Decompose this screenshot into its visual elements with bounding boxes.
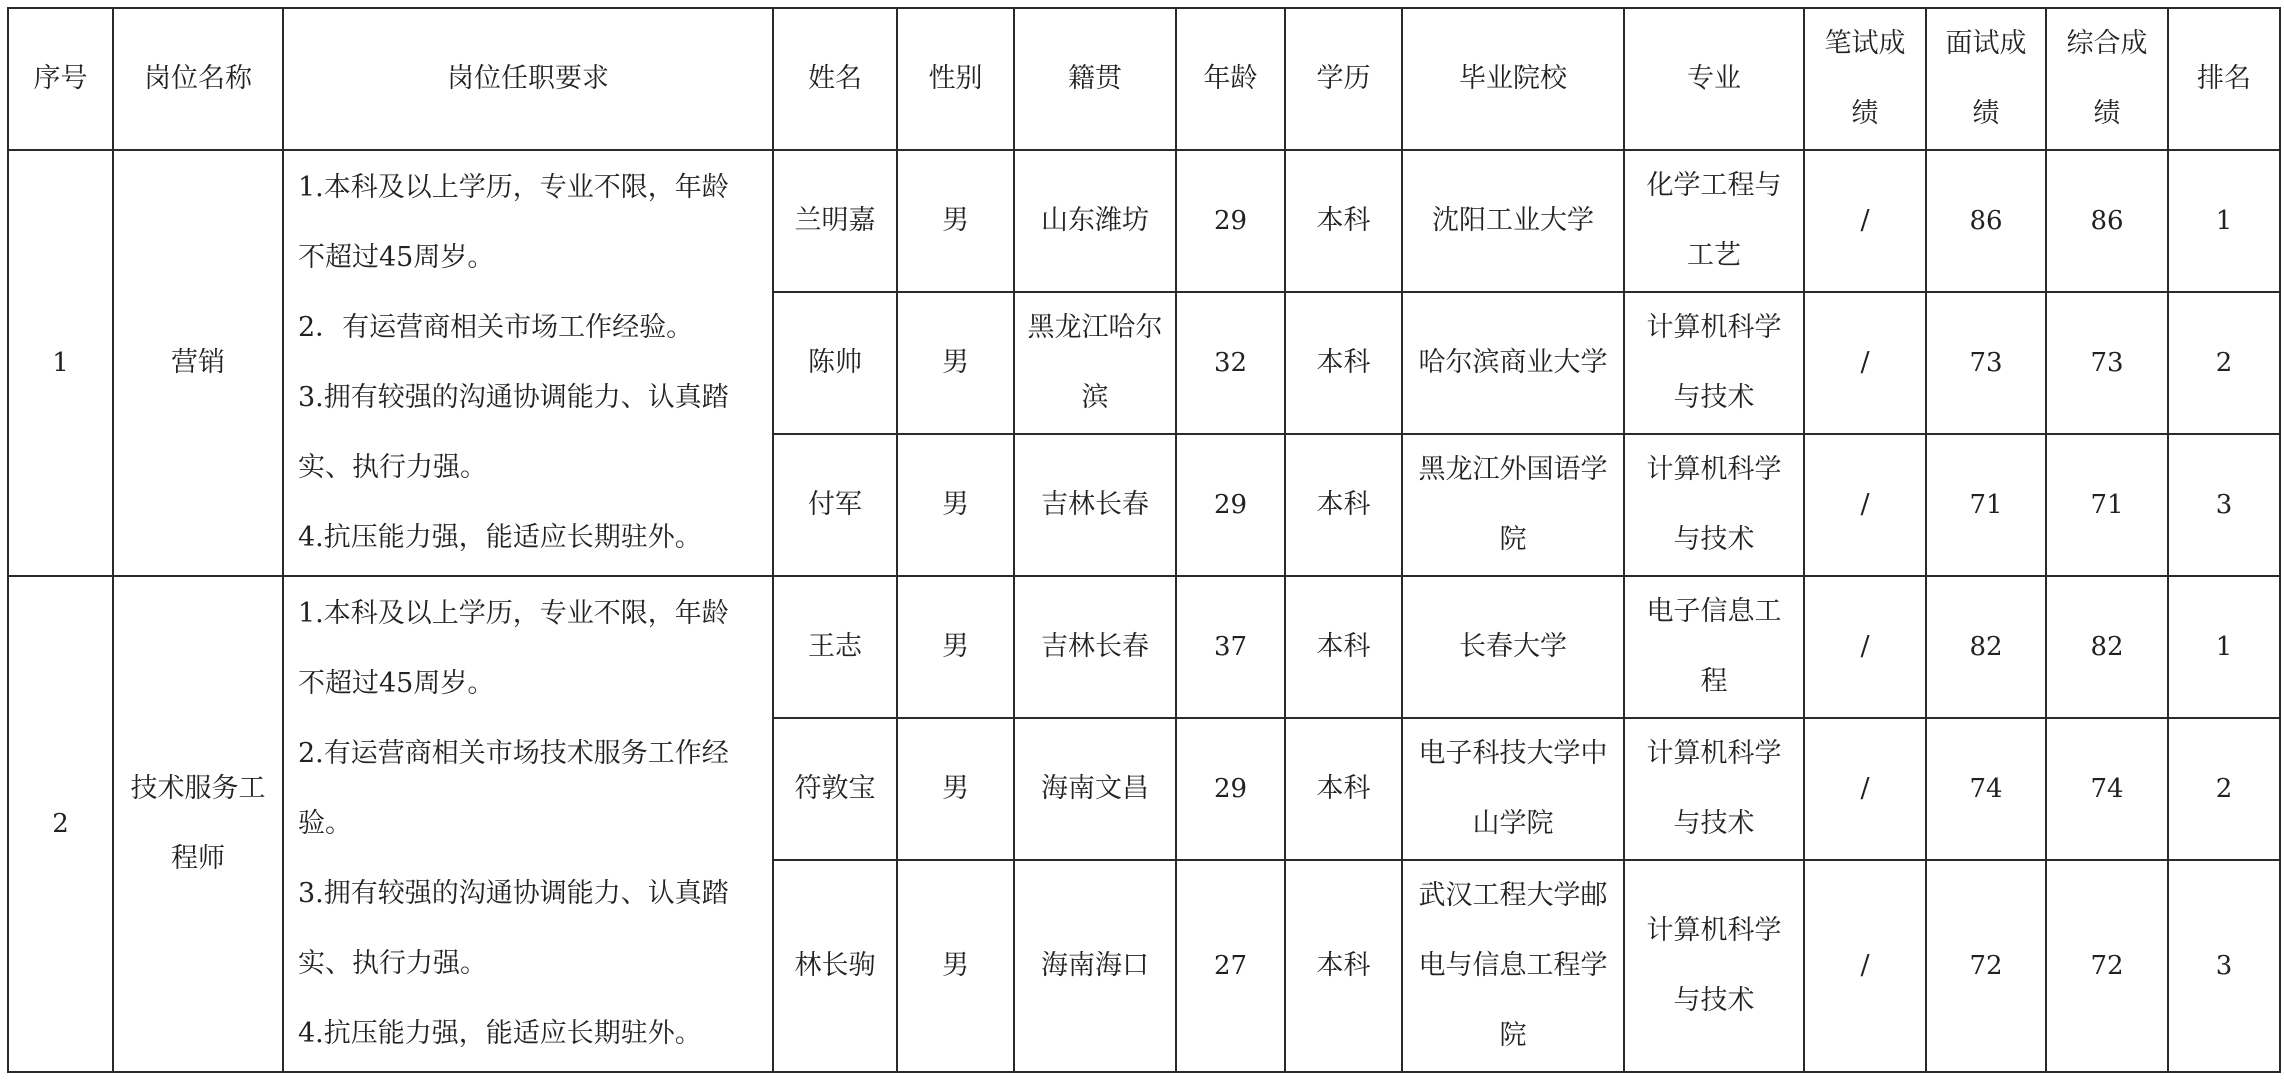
rank: 2 <box>2168 292 2280 434</box>
written-score: / <box>1804 150 1926 292</box>
header-major: 专业 <box>1624 8 1804 150</box>
rank: 3 <box>2168 860 2280 1072</box>
candidate-origin: 黑龙江哈尔滨 <box>1014 292 1176 434</box>
candidate-school: 哈尔滨商业大学 <box>1402 292 1624 434</box>
candidate-name: 符敦宝 <box>773 718 897 860</box>
candidate-education: 本科 <box>1285 576 1402 718</box>
interview-score: 86 <box>1926 150 2046 292</box>
candidate-education: 本科 <box>1285 150 1402 292</box>
written-score: / <box>1804 860 1926 1072</box>
header-name: 姓名 <box>773 8 897 150</box>
candidate-major: 电子信息工程 <box>1624 576 1804 718</box>
requirement-item: 4.抗压能力强，能适应长期驻外。 <box>298 522 702 553</box>
total-score: 73 <box>2046 292 2168 434</box>
candidate-major: 计算机科学与技术 <box>1624 292 1804 434</box>
total-score: 74 <box>2046 718 2168 860</box>
candidate-education: 本科 <box>1285 860 1402 1072</box>
header-education: 学历 <box>1285 8 1402 150</box>
header-interview-score: 面试成绩 <box>1926 8 2046 150</box>
total-score: 72 <box>2046 860 2168 1072</box>
position-title: 技术服务工程师 <box>113 576 283 1072</box>
requirement-item: 2.有运营商相关市场技术服务工作经验。 <box>298 738 729 839</box>
candidate-origin: 吉林长春 <box>1014 576 1176 718</box>
position-requirements <box>283 150 773 576</box>
candidate-age: 29 <box>1176 150 1285 292</box>
candidate-name: 陈帅 <box>773 292 897 434</box>
candidate-origin: 海南海口 <box>1014 860 1176 1072</box>
candidate-gender: 男 <box>897 150 1014 292</box>
candidate-major: 化学工程与工艺 <box>1624 150 1804 292</box>
requirement-item: 1.本科及以上学历，专业不限，年龄不超过45周岁。 <box>298 172 729 273</box>
candidate-education: 本科 <box>1285 292 1402 434</box>
table-row <box>8 150 2280 292</box>
header-position: 岗位名称 <box>113 8 283 150</box>
written-score: / <box>1804 718 1926 860</box>
candidate-gender: 男 <box>897 576 1014 718</box>
header-seq: 序号 <box>8 8 113 150</box>
candidate-origin: 海南文昌 <box>1014 718 1176 860</box>
results-body <box>8 150 2280 1072</box>
header-school: 毕业院校 <box>1402 8 1624 150</box>
requirement-item: 4.抗压能力强，能适应长期驻外。 <box>298 1018 702 1049</box>
candidate-school: 黑龙江外国语学院 <box>1402 434 1624 576</box>
interview-score: 73 <box>1926 292 2046 434</box>
candidate-school: 电子科技大学中山学院 <box>1402 718 1624 860</box>
total-score: 86 <box>2046 150 2168 292</box>
position-seq: 2 <box>8 576 113 1072</box>
written-score: / <box>1804 292 1926 434</box>
results-table <box>7 7 2281 1073</box>
requirement-item: 3.拥有较强的沟通协调能力、认真踏实、执行力强。 <box>298 382 729 483</box>
position-seq: 1 <box>8 150 113 576</box>
header-total-score: 综合成绩 <box>2046 8 2168 150</box>
candidate-education: 本科 <box>1285 718 1402 860</box>
candidate-gender: 男 <box>897 434 1014 576</box>
candidate-origin: 山东潍坊 <box>1014 150 1176 292</box>
candidate-name: 付军 <box>773 434 897 576</box>
header-age: 年龄 <box>1176 8 1285 150</box>
total-score: 71 <box>2046 434 2168 576</box>
total-score: 82 <box>2046 576 2168 718</box>
rank: 1 <box>2168 576 2280 718</box>
candidate-education: 本科 <box>1285 434 1402 576</box>
header-gender: 性别 <box>897 8 1014 150</box>
candidate-gender: 男 <box>897 292 1014 434</box>
written-score: / <box>1804 434 1926 576</box>
interview-score: 71 <box>1926 434 2046 576</box>
rank: 3 <box>2168 434 2280 576</box>
candidate-age: 29 <box>1176 718 1285 860</box>
header-rank: 排名 <box>2168 8 2280 150</box>
candidate-age: 29 <box>1176 434 1285 576</box>
table-row <box>8 576 2280 718</box>
candidate-major: 计算机科学与技术 <box>1624 718 1804 860</box>
rank: 1 <box>2168 150 2280 292</box>
requirement-item: 1.本科及以上学历，专业不限，年龄不超过45周岁。 <box>298 598 729 699</box>
interview-score: 74 <box>1926 718 2046 860</box>
candidate-major: 计算机科学与技术 <box>1624 860 1804 1072</box>
header-row <box>8 8 2280 150</box>
candidate-age: 27 <box>1176 860 1285 1072</box>
header-requirements: 岗位任职要求 <box>283 8 773 150</box>
position-title: 营销 <box>113 150 283 576</box>
requirement-item: 3.拥有较强的沟通协调能力、认真踏实、执行力强。 <box>298 878 729 979</box>
position-requirements <box>283 576 773 1072</box>
candidate-school: 武汉工程大学邮电与信息工程学院 <box>1402 860 1624 1072</box>
candidate-school: 沈阳工业大学 <box>1402 150 1624 292</box>
candidate-name: 王志 <box>773 576 897 718</box>
candidate-gender: 男 <box>897 860 1014 1072</box>
candidate-age: 37 <box>1176 576 1285 718</box>
candidate-age: 32 <box>1176 292 1285 434</box>
header-written-score: 笔试成绩 <box>1804 8 1926 150</box>
candidate-name: 林长驹 <box>773 860 897 1072</box>
requirement-item: 2．有运营商相关市场工作经验。 <box>298 312 694 343</box>
interview-score: 82 <box>1926 576 2046 718</box>
written-score: / <box>1804 576 1926 718</box>
rank: 2 <box>2168 718 2280 860</box>
candidate-gender: 男 <box>897 718 1014 860</box>
candidate-name: 兰明嘉 <box>773 150 897 292</box>
candidate-major: 计算机科学与技术 <box>1624 434 1804 576</box>
candidate-school: 长春大学 <box>1402 576 1624 718</box>
interview-score: 72 <box>1926 860 2046 1072</box>
header-origin: 籍贯 <box>1014 8 1176 150</box>
candidate-origin: 吉林长春 <box>1014 434 1176 576</box>
